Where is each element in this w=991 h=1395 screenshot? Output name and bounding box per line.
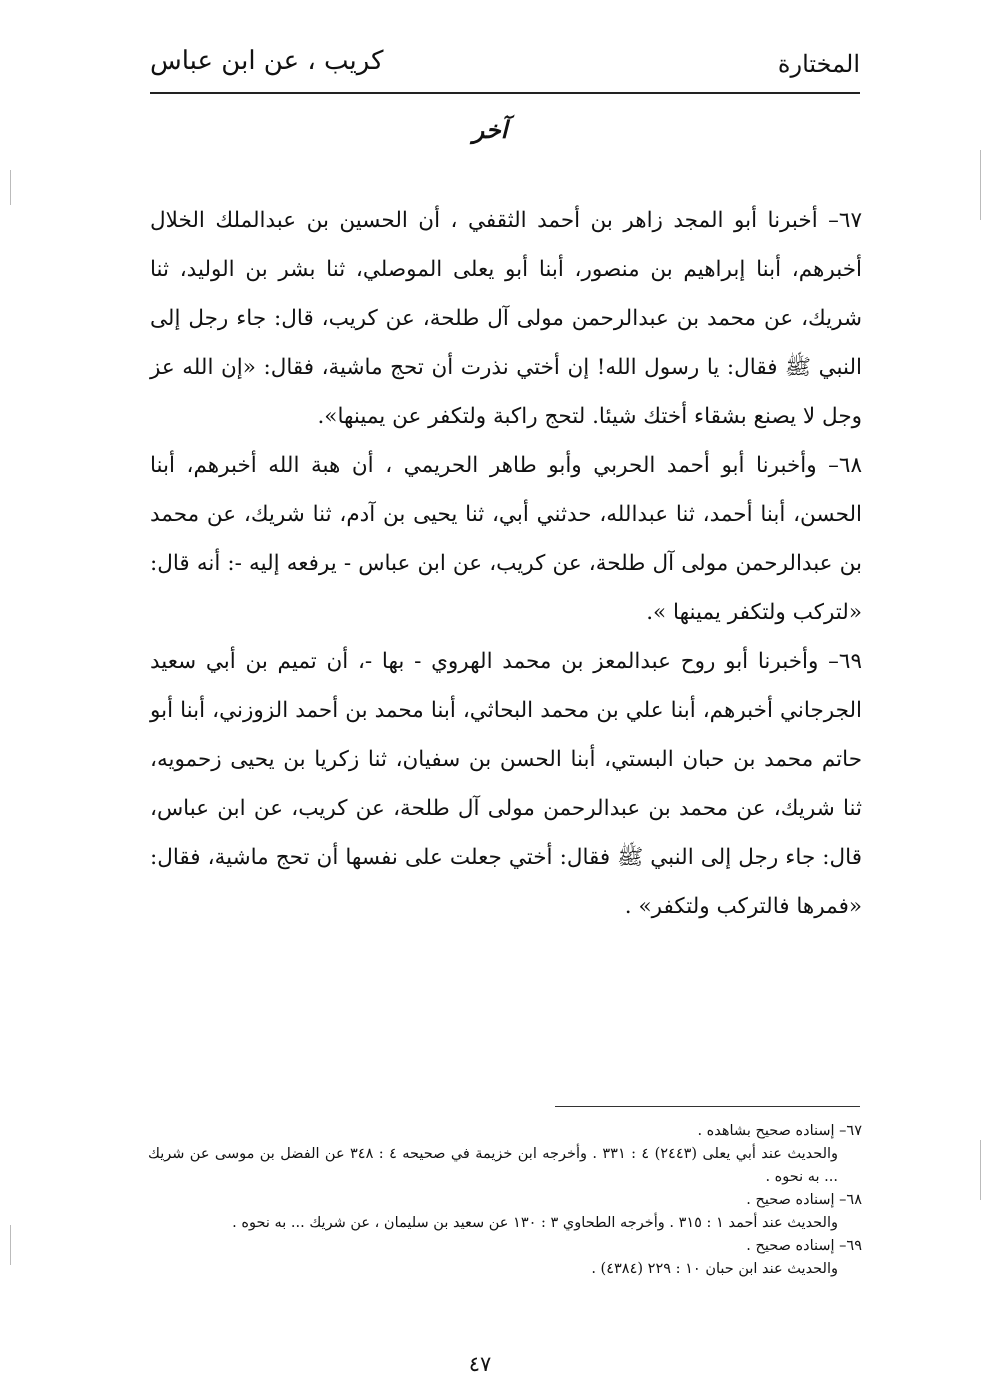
- hadith-paragraph: ٦٨– وأخبرنا أبو أحمد الحربي وأبو طاهر الحريمي ، أن هبة الله أخبرهم، أبنا الحسن، أبنا أحمد، ثنا عبدالله، حدثني أبي، ثنا يحيى بن آدم، ثنا شريك، عن محمد بن عبدالرحمن مولى آل طلحة، عن كريب، عن ابن عباس - يرفعه إليه -: أنه قال: «لتركب ولتكفر يمينها ».: [150, 453, 862, 625]
- running-header: [150, 38, 860, 94]
- book-title: المختارة: [777, 50, 860, 78]
- footnote-heading: ٦٧– إسناده صحيح بشاهده .: [697, 1123, 862, 1139]
- header-rule: [150, 92, 860, 94]
- hadith-paragraph: ٦٧– أخبرنا أبو المجد زاهر بن أحمد الثقفي ، أن الحسين بن عبدالملك الخلال أخبرهم، أبنا إبراهيم بن منصور، أبنا أبو يعلى الموصلي، ثنا بشر بن الوليد، ثنا شريك، عن محمد بن عبدالرحمن مولى آل طلحة، عن كريب، قال: جاء رجل إلى النبي ﷺ فقال: يا رسول الله! إن أختي نذرت أن تحج ماشية، فقال: «إن الله عز وجل لا يصنع بشقاء أختك شيئا. لتحج راكبة ولتكفر عن يمينها».: [150, 208, 862, 429]
- chapter-title: كريب ، عن ابن عباس: [150, 46, 384, 76]
- footnotes: [148, 1120, 862, 1281]
- footnote-text: والحديث عند ابن حبان ١٠ : ٢٢٩ (٤٣٨٤) .: [591, 1261, 838, 1277]
- scan-edge-mark: [10, 170, 11, 205]
- section-title: آخر: [472, 115, 508, 144]
- footnote-separator: [555, 1106, 860, 1107]
- hadith-paragraph: ٦٩– وأخبرنا أبو روح عبدالمعز بن محمد الهروي - بها -، أن تميم بن أبي سعيد الجرجاني أخبرهم، أبنا علي بن محمد البحاثي، أبنا محمد بن أحمد الزوزني، أبنا أبو حاتم محمد بن حبان البستي، أبنا الحسن بن سفيان، ثنا زكريا بن يحيى زحمويه، ثنا شريك، عن محمد بن عبدالرحمن مولى آل طلحة، عن كريب، عن ابن عباس، قال: جاء رجل إلى النبي ﷺ فقال: أختي جعلت على نفسها أن تحج ماشية، فقال: «فمرها فالتركب ولتكفر» .: [150, 649, 862, 919]
- scan-edge-mark: [980, 1140, 981, 1200]
- scan-edge-mark: [980, 150, 981, 220]
- footnote-heading: ٦٩– إسناده صحيح .: [746, 1238, 862, 1254]
- footnote-text: والحديث عند أبي يعلى (٢٤٤٣) ٤ : ٣٣١ . وأخرجه ابن خزيمة في صحيحه ٤ : ٣٤٨ عن الفضل بن موسى عن شريك ... به نحوه .: [148, 1146, 839, 1185]
- main-text: [150, 196, 862, 931]
- footnote-heading: ٦٨– إسناده صحيح .: [746, 1192, 862, 1208]
- footnote-text: والحديث عند أحمد ١ : ٣١٥ . وأخرجه الطحاوي ٣ : ١٣٠ عن سعيد بن سليمان ، عن شريك ... به نحوه .: [232, 1215, 838, 1231]
- page-number: ٤٧: [468, 1352, 492, 1376]
- scan-edge-mark: [10, 1225, 11, 1265]
